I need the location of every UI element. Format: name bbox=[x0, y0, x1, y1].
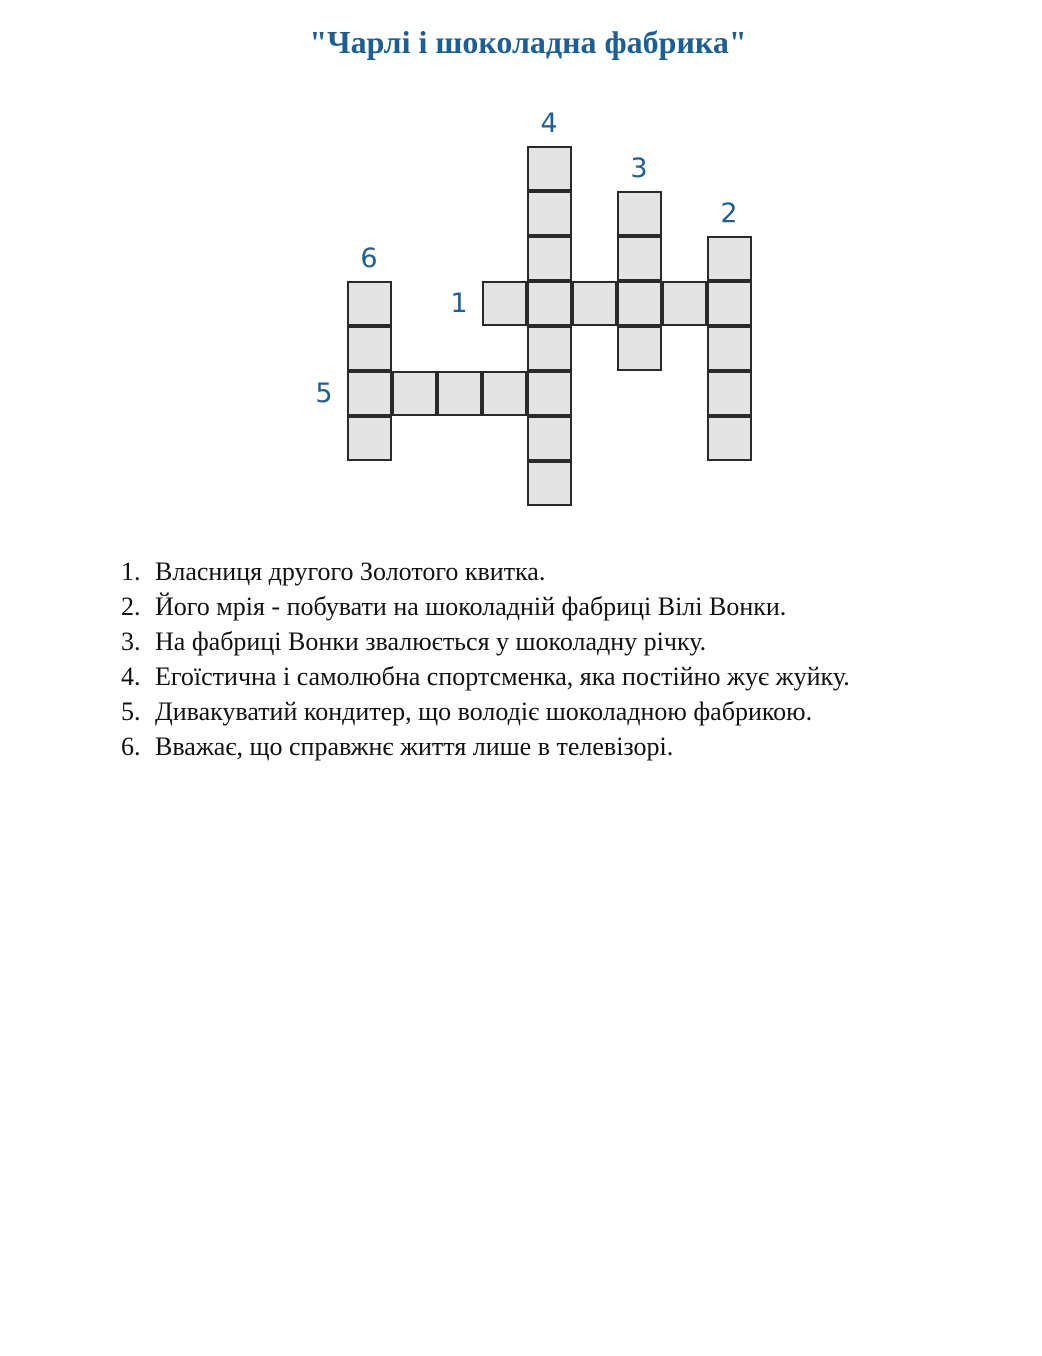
crossword-cell[interactable] bbox=[437, 371, 482, 416]
clue-text: Власниця другого Золотого квитка. bbox=[155, 557, 546, 586]
crossword-number-1: 1 bbox=[450, 288, 468, 319]
crossword-cell[interactable] bbox=[347, 371, 392, 416]
clue-text: На фабриці Вонки звалюється у шоколадну річку. bbox=[155, 627, 707, 656]
clue-number: 5. bbox=[121, 697, 141, 726]
clue-text: Дивакуватий кондитер, що володіє шоколадною фабрикою. bbox=[155, 697, 813, 726]
page-title: "Чарлі і шоколадна фабрика" bbox=[309, 24, 747, 60]
crossword-cell[interactable] bbox=[707, 371, 752, 416]
crossword-cell[interactable] bbox=[527, 281, 572, 326]
crossword-cell[interactable] bbox=[707, 416, 752, 461]
crossword-number-3: 3 bbox=[630, 153, 648, 184]
crossword-number-4: 4 bbox=[540, 108, 558, 139]
clue-number: 1. bbox=[121, 557, 141, 586]
clue-text: Його мрія - побувати на шоколадній фабриці Вілі Вонки. bbox=[155, 592, 787, 621]
clue-number: 2. bbox=[121, 592, 141, 621]
clue-item bbox=[121, 624, 850, 659]
crossword-cell[interactable] bbox=[482, 281, 527, 326]
crossword-cell[interactable] bbox=[617, 281, 662, 326]
clue-number: 3. bbox=[121, 627, 141, 656]
crossword-cell[interactable] bbox=[527, 371, 572, 416]
crossword-cell[interactable] bbox=[527, 326, 572, 371]
crossword-cell[interactable] bbox=[347, 281, 392, 326]
crossword-cell[interactable] bbox=[572, 281, 617, 326]
crossword-cell[interactable] bbox=[347, 416, 392, 461]
crossword-cell[interactable] bbox=[527, 416, 572, 461]
clue-item bbox=[121, 694, 850, 729]
crossword-cell[interactable] bbox=[527, 191, 572, 236]
crossword-number-5: 5 bbox=[315, 378, 333, 409]
clue-item bbox=[121, 554, 850, 589]
crossword-cell[interactable] bbox=[392, 371, 437, 416]
crossword-cell[interactable] bbox=[527, 146, 572, 191]
clue-text: Егоїстична і самолюбна спортсменка, яка постійно жує жуйку. bbox=[155, 662, 850, 691]
crossword-number-6: 6 bbox=[360, 243, 378, 274]
clue-text: Вважає, що справжнє життя лише в телевізорі. bbox=[155, 732, 674, 761]
crossword-cell[interactable] bbox=[617, 191, 662, 236]
crossword-cell[interactable] bbox=[527, 461, 572, 506]
crossword-cell[interactable] bbox=[347, 326, 392, 371]
crossword-cell[interactable] bbox=[527, 236, 572, 281]
crossword-cell[interactable] bbox=[707, 236, 752, 281]
crossword-cell[interactable] bbox=[662, 281, 707, 326]
crossword-cell[interactable] bbox=[482, 371, 527, 416]
crossword-cell[interactable] bbox=[707, 281, 752, 326]
clue-item bbox=[121, 729, 850, 764]
crossword-cell[interactable] bbox=[617, 236, 662, 281]
clue-item bbox=[121, 659, 850, 694]
crossword-cell[interactable] bbox=[707, 326, 752, 371]
clue-item bbox=[121, 589, 850, 624]
crossword-cell[interactable] bbox=[617, 326, 662, 371]
crossword-number-2: 2 bbox=[720, 198, 738, 229]
clue-number: 6. bbox=[121, 732, 141, 761]
clue-list bbox=[121, 554, 850, 764]
clue-number: 4. bbox=[121, 662, 141, 691]
